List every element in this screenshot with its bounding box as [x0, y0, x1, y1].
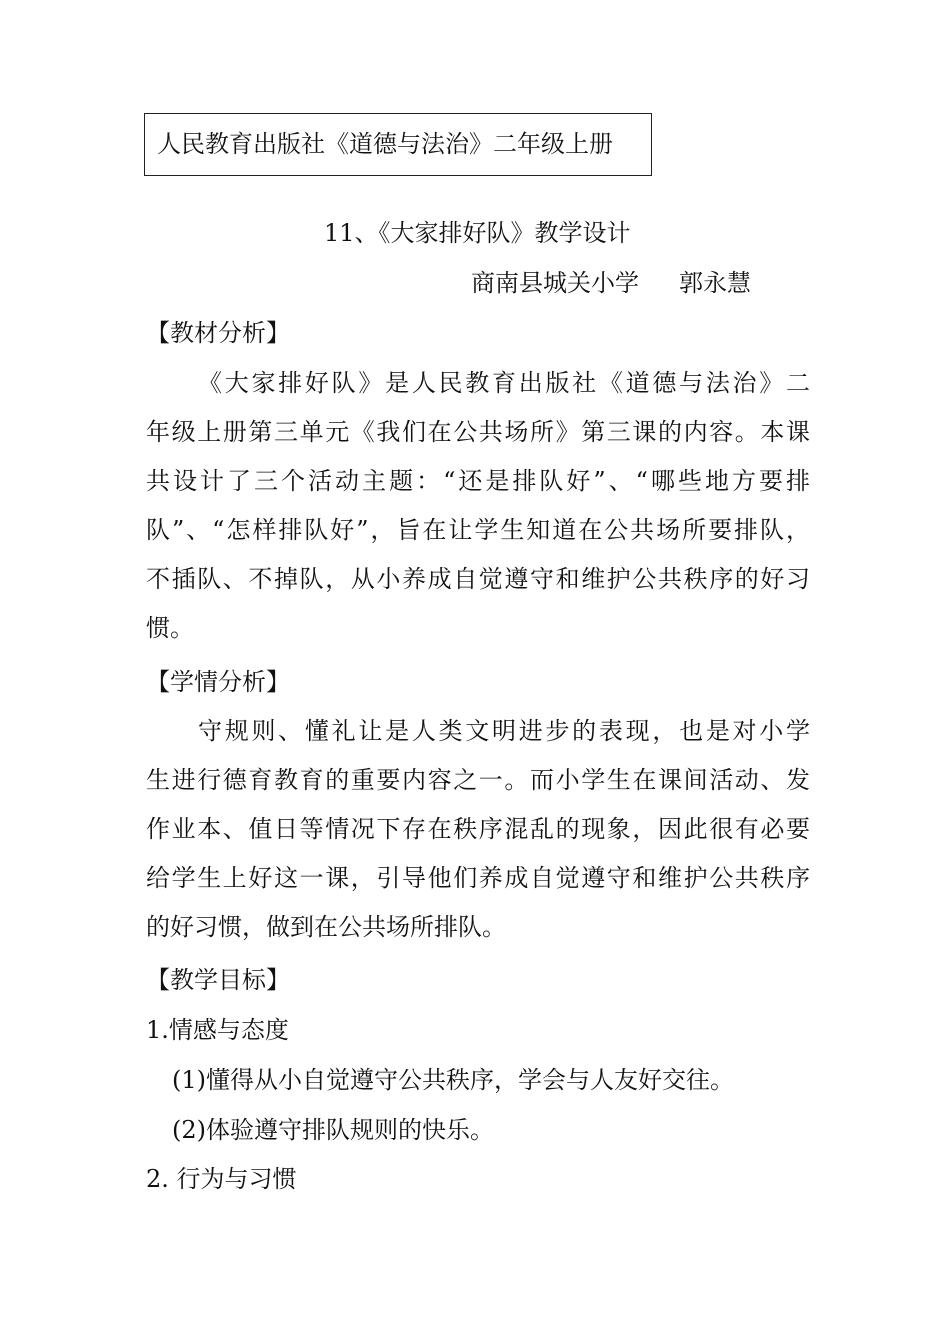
heading-textbook-analysis: 【教材分析】	[146, 319, 290, 347]
paragraph-line: 惯。	[146, 614, 194, 642]
paragraph-line: 给学生上好这一课，引导他们养成自觉遵守和维护公共秩序	[146, 864, 810, 892]
goal-item-1-sub-2: (2)体验遵守排队规则的快乐。	[172, 1116, 494, 1144]
heading-teaching-goals: 【教学目标】	[146, 966, 290, 994]
paragraph-line: 年级上册第三单元《我们在公共场所》第三课的内容。本课	[146, 418, 810, 446]
lesson-title: 11、《大家排好队》教学设计	[324, 219, 631, 247]
author-name: 郭永慧	[679, 269, 751, 297]
school-name: 商南县城关小学	[471, 269, 639, 297]
paragraph-line: 守规则、懂礼让是人类文明进步的表现，也是对小学	[198, 717, 810, 745]
paragraph-line: 不插队、不掉队，从小养成自觉遵守和维护公共秩序的好习	[146, 565, 810, 593]
goal-item-2: 2. 行为与习惯	[146, 1165, 297, 1193]
paragraph-line: 作业本、值日等情况下存在秩序混乱的现象，因此很有必要	[146, 815, 810, 843]
paragraph-line: 共设计了三个活动主题：“还是排队好”、“哪些地方要排	[146, 467, 810, 495]
paragraph-line: 生进行德育教育的重要内容之一。而小学生在课间活动、发	[146, 766, 810, 794]
author-line	[471, 268, 751, 298]
paragraph-line: 《大家排好队》是人民教育出版社《道德与法治》二	[198, 369, 810, 397]
paragraph-line: 队”、“怎样排队好”，旨在让学生知道在公共场所要排队，	[146, 516, 810, 544]
goal-item-1: 1.情感与态度	[146, 1016, 289, 1044]
paragraph-textbook-analysis	[146, 359, 810, 653]
heading-student-analysis: 【学情分析】	[146, 668, 290, 696]
textbook-box: 人民教育出版社《道德与法治》二年级上册	[144, 113, 652, 176]
goal-item-1-sub-1: (1)懂得从小自觉遵守公共秩序，学会与人友好交往。	[172, 1066, 734, 1094]
paragraph-line: 的好习惯，做到在公共场所排队。	[146, 913, 506, 941]
paragraph-student-analysis	[146, 707, 810, 952]
